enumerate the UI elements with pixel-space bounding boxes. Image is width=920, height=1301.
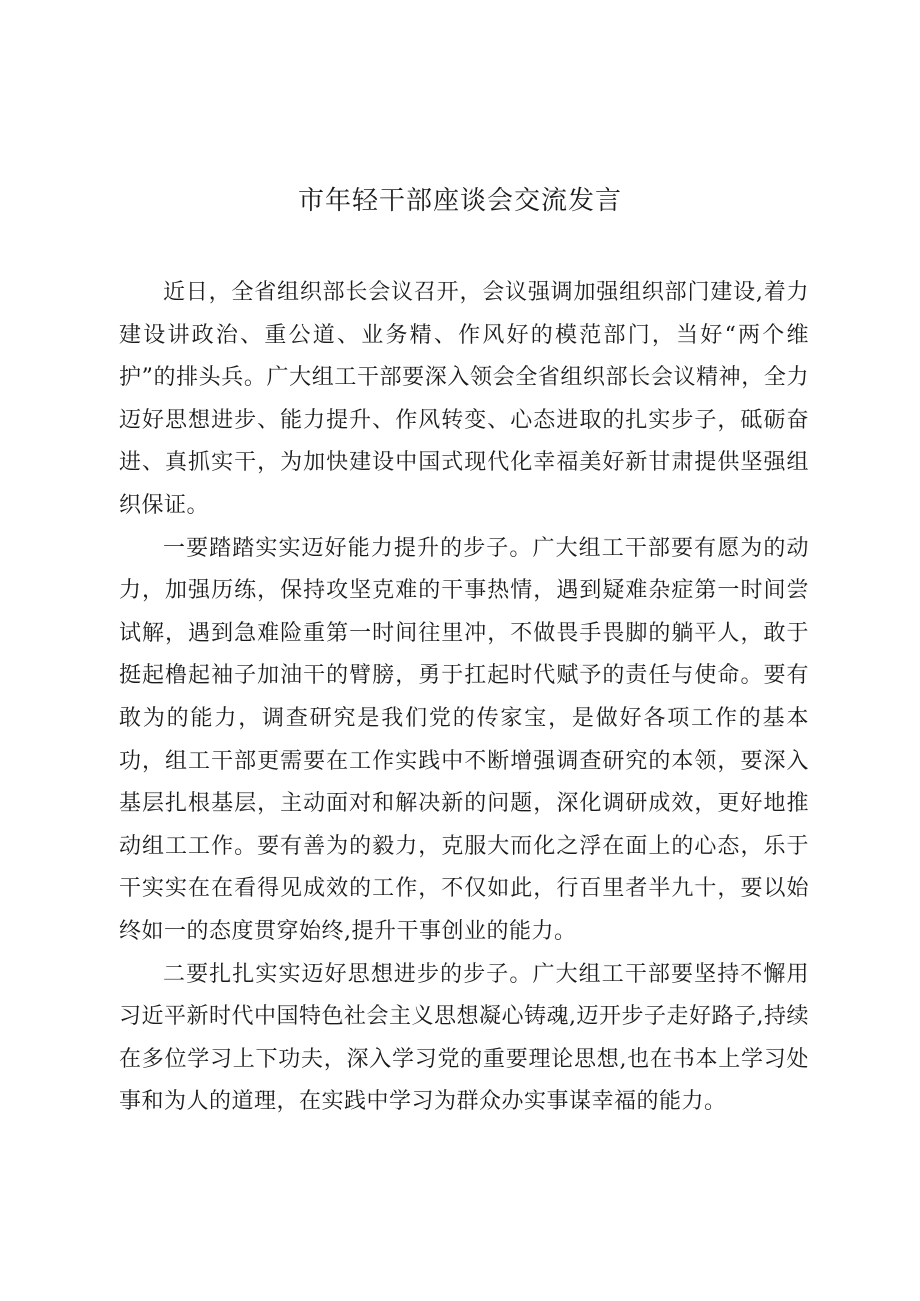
paragraph-intro: 近日，全省组织部长会议召开，会议强调加强组织部门建设,着力建设讲政治、重公道、业务精、作风好的模范部门，当好“两个维护”的排头兵。广大组工干部要深入领会全省组织部长会议精神，全力迈好思想进步、能力提升、作风转变、心态进取的扎实步子，砥砺奋进、真抓实干，为加快建设中国式现代化幸福美好新甘肃提供坚强组织保证。 (119, 280, 809, 518)
document-title: 市年轻干部座谈会交流发言 (297, 186, 622, 216)
document-body (119, 272, 809, 1124)
paragraph-ability: 一要踏踏实实迈好能力提升的步子。广大组工干部要有愿为的动力，加强历练，保持攻坚克难的干事热情，遇到疑难杂症第一时间尝试解，遇到急难险重第一时间往里冲，不做畏手畏脚的躺平人，敢于挺起橹起袖子加油干的臂膀，勇于扛起时代赋予的责任与使命。要有敢为的能力，调查研究是我们党的传家宝，是做好各项工作的基本功，组工干部更需要在工作实践中不断增强调查研究的本领，要深入基层扎根基层，主动面对和解决新的问题，深化调研成效，更好地推动组工工作。要有善为的毅力，克服大而化之浮在面上的心态，乐于干实实在在看得见成效的工作，不仅如此，行百里者半九十，要以始终如一的态度贯穿始终,提升干事创业的能力。 (119, 535, 809, 944)
paragraph-thought: 二要扎扎实实迈好思想进步的步子。广大组工干部要坚持不懈用习近平新时代中国特色社会主义思想凝心铸魂,迈开步子走好路子,持续在多位学习上下功夫，深入学习党的重要理论思想,也在书本上学习处事和为人的道理，在实践中学习为群众办实事谋幸福的能力。 (119, 961, 809, 1115)
